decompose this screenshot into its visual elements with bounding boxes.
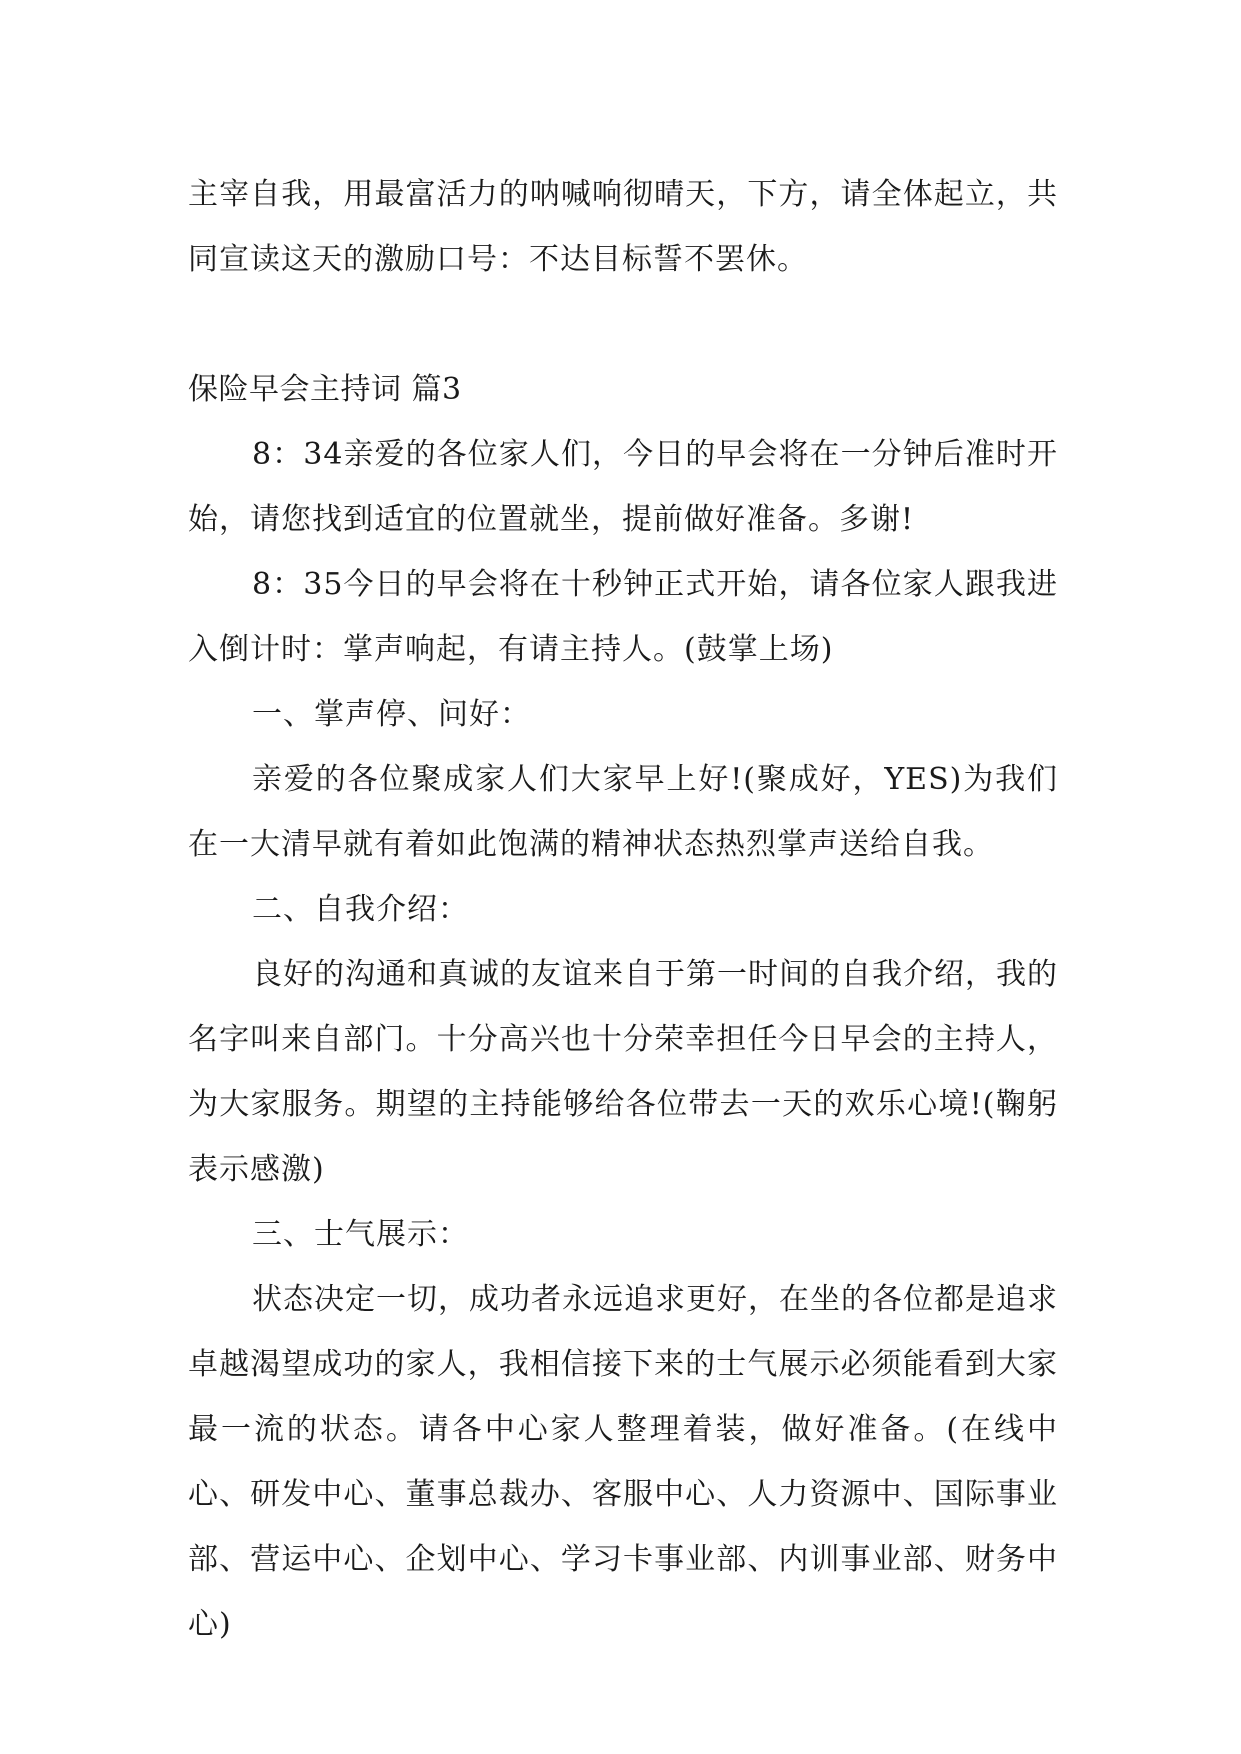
paragraph-greeting: 亲爱的各位聚成家人们大家早上好!(聚成好，YES)为我们在一大清早就有着如此饱满的精神状态热烈掌声送给自我。 bbox=[188, 762, 1058, 862]
paragraph-morale-show: 状态决定一切，成功者永远追求更好，在坐的各位都是追求卓越渴望成功的家人，我相信接下来的士气展示必须能看到大家最一流的状态。请各中心家人整理着装，做好准备。(在线中心、研发中心、董事总裁办、客服中心、人力资源中、国际事业部、营运中心、企划中心、学习卡事业部、内训事业部、财务中心) bbox=[188, 1282, 1058, 1642]
section-title: 保险早会主持词 篇3 bbox=[188, 372, 462, 407]
paragraph-countdown-2: 8：35今日的早会将在十秒钟正式开始，请各位家人跟我进入倒计时：掌声响起，有请主持人。(鼓掌上场) bbox=[188, 567, 1058, 667]
item-heading-morale-show: 三、士气展示： bbox=[252, 1217, 469, 1252]
item-heading-greeting: 一、掌声停、问好： bbox=[252, 697, 531, 732]
intro-paragraph: 主宰自我，用最富活力的呐喊响彻晴天，下方，请全体起立，共同宣读这天的激励口号：不达目标誓不罢休。 bbox=[188, 177, 1058, 277]
paragraph-self-introduction: 良好的沟通和真诚的友谊来自于第一时间的自我介绍，我的名字叫来自部门。十分高兴也十分荣幸担任今日早会的主持人，为大家服务。期望的主持能够给各位带去一天的欢乐心境!(鞠躬表示感激) bbox=[188, 957, 1058, 1187]
item-heading-self-introduction: 二、自我介绍： bbox=[252, 892, 469, 927]
document-page bbox=[188, 162, 1058, 1657]
paragraph-countdown-1: 8：34亲爱的各位家人们，今日的早会将在一分钟后准时开始，请您找到适宜的位置就坐，提前做好准备。多谢! bbox=[188, 437, 1058, 537]
